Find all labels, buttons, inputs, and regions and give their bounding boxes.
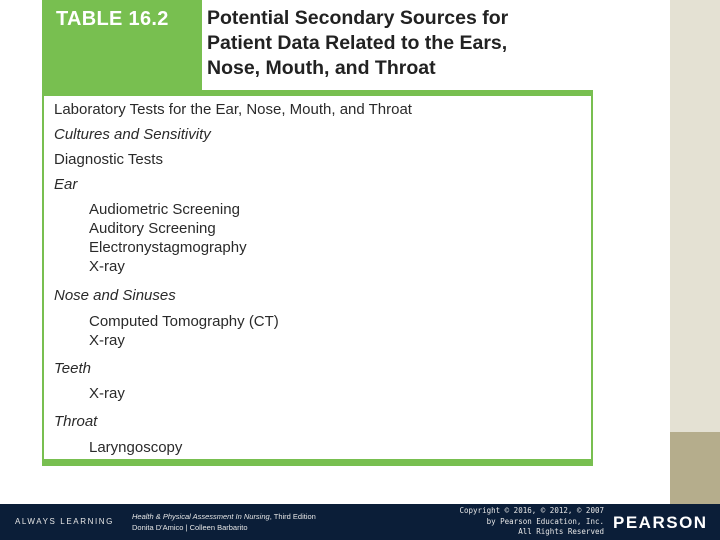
list-item: Auditory Screening — [89, 220, 216, 237]
book-edition: , Third Edition — [269, 512, 316, 521]
list-item: X-ray — [89, 258, 125, 275]
copyright-line-2: by Pearson Education, Inc. — [486, 516, 604, 526]
copyright-notice — [404, 506, 604, 538]
pearson-logo: PEARSON — [613, 513, 708, 532]
copyright-line-1: Copyright © 2016, © 2012, © 2007 — [459, 506, 604, 515]
section-heading-cultures: Cultures and Sensitivity — [54, 126, 211, 143]
book-authors: Donita D'Amico | Colleen Barbarito — [132, 523, 248, 532]
table-title: Potential Secondary Sources for Patient Data Related to the Ears, Nose, Mouth, and Throat — [207, 7, 509, 79]
copyright-line-3: All Rights Reserved — [518, 527, 604, 536]
table-label-box — [42, 0, 202, 90]
list-item: X-ray — [89, 332, 125, 349]
list-item: X-ray — [89, 385, 125, 402]
list-item: Laryngoscopy — [89, 439, 183, 456]
table-header — [42, 0, 593, 90]
book-title: Health & Physical Assessment In Nursing — [132, 512, 270, 521]
category-nose-sinuses: Nose and Sinuses — [54, 287, 176, 304]
book-citation — [132, 511, 316, 533]
category-ear: Ear — [54, 176, 78, 193]
table-label: TABLE 16.2 — [56, 8, 169, 30]
footer-tagline: ALWAYS LEARNING — [15, 517, 114, 526]
footer-bar — [0, 504, 720, 540]
side-stripe — [670, 0, 720, 432]
section-heading-diagnostic: Diagnostic Tests — [54, 151, 163, 168]
list-item: Electronystagmography — [89, 239, 247, 256]
section-heading-lab-tests: Laboratory Tests for the Ear, Nose, Mouth, and Throat — [54, 101, 412, 118]
side-stripe-accent — [670, 432, 720, 504]
category-throat: Throat — [54, 413, 98, 430]
list-item: Audiometric Screening — [89, 201, 240, 218]
list-item: Computed Tomography (CT) — [89, 313, 279, 330]
category-teeth: Teeth — [54, 360, 91, 377]
